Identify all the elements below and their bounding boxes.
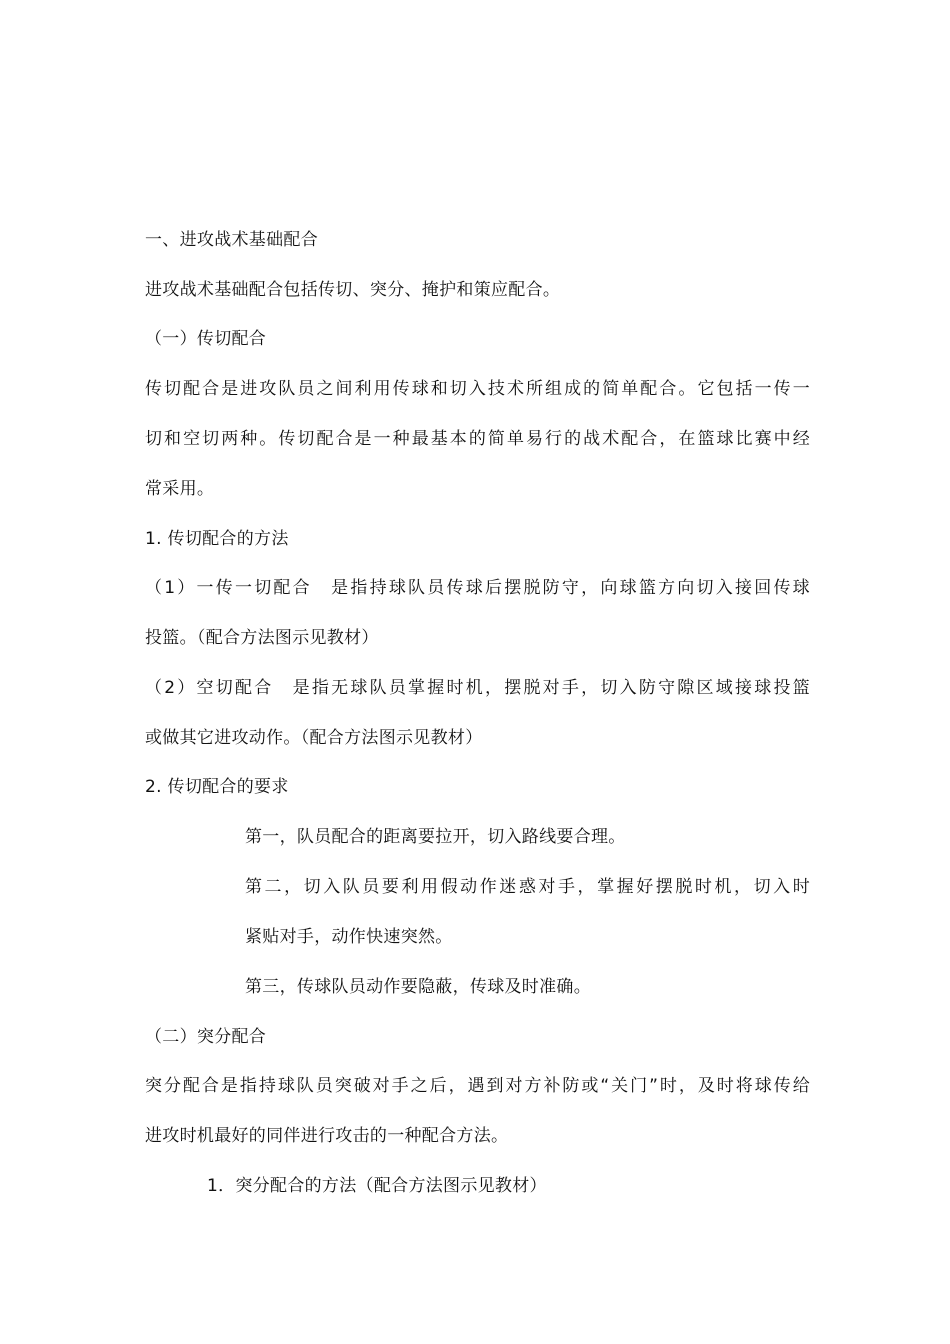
paragraph-line: 常采用。 [145, 479, 215, 499]
paragraph-line: 传切配合是进攻队员之间利用传球和切入技术所组成的简单配合。它包括一传一 [145, 379, 810, 399]
requirement-item: 第三，传球队员动作要隐蔽，传球及时准确。 [245, 977, 591, 997]
numbered-heading: 1. 传切配合的方法 [145, 529, 289, 549]
numbered-heading: 1．突分配合的方法（配合方法图示见教材） [207, 1176, 547, 1196]
paragraph-line: 突分配合是指持球队员突破对手之后，遇到对方补防或“关门”时，及时将球传给 [145, 1076, 810, 1096]
requirement-item-continuation: 紧贴对手，动作快速突然。 [245, 927, 453, 947]
paragraph-line: （2）空切配合 是指无球队员掌握时机，摆脱对手，切入防守隙区域接球投篮 [145, 678, 810, 698]
paragraph-line: 投篮。（配合方法图示见教材） [145, 628, 379, 648]
subsection-heading: （一）传切配合 [145, 329, 267, 349]
paragraph-line: 进攻战术基础配合包括传切、突分、掩护和策应配合。 [145, 280, 561, 300]
paragraph-line: 进攻时机最好的同伴进行攻击的一种配合方法。 [145, 1126, 509, 1146]
paragraph-line: （1）一传一切配合 是指持球队员传球后摆脱防守，向球篮方向切入接回传球 [145, 578, 810, 598]
numbered-heading: 2. 传切配合的要求 [145, 777, 289, 797]
requirement-item: 第一，队员配合的距离要拉开，切入路线要合理。 [245, 827, 626, 847]
paragraph-line: 或做其它进攻动作。（配合方法图示见教材） [145, 728, 483, 748]
subsection-heading: （二）突分配合 [145, 1027, 267, 1047]
paragraph-line: 切和空切两种。传切配合是一种最基本的简单易行的战术配合，在篮球比赛中经 [145, 429, 810, 449]
requirement-item: 第二，切入队员要利用假动作迷惑对手，掌握好摆脱时机，切入时 [245, 877, 810, 897]
section-heading: 一、进攻战术基础配合 [145, 230, 318, 250]
